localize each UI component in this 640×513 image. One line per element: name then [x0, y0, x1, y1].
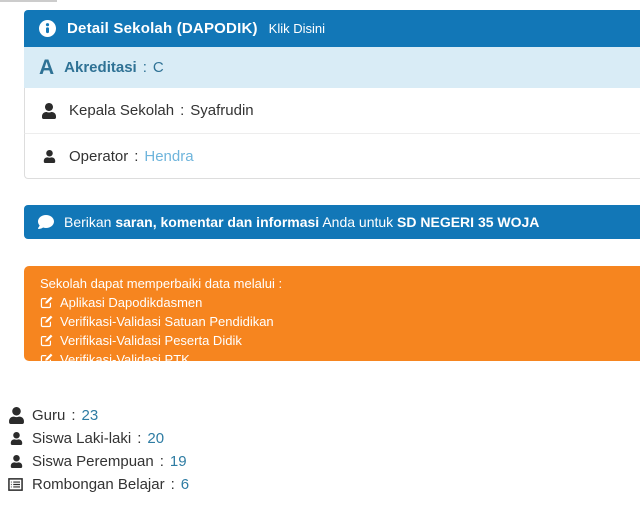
- feedback-text-prefix: Berikan: [64, 214, 116, 230]
- user-icon: [8, 432, 32, 445]
- feedback-text-bold: saran, komentar dan informasi: [115, 214, 320, 230]
- feedback-school-name: SD NEGERI 35 WOJA: [397, 214, 540, 230]
- improve-item-vervalsp[interactable]: [40, 312, 640, 331]
- improve-item-label: Verifikasi-Validasi Peserta Didik: [60, 333, 242, 348]
- stat-label: Guru: [32, 407, 66, 424]
- akreditasi-row: [24, 47, 640, 88]
- user-icon: [40, 150, 58, 163]
- improve-item-label: Verifikasi-Validasi PTK: [60, 352, 190, 367]
- operator-label: Operator: [69, 147, 129, 165]
- edit-icon: [40, 353, 53, 366]
- feedback-text-middle: Anda untuk: [319, 214, 398, 230]
- stat-label: Rombongan Belajar: [32, 476, 165, 493]
- edit-icon: [40, 315, 53, 328]
- improve-item-label: Aplikasi Dapodikdasmen: [60, 295, 203, 310]
- separator: :: [159, 453, 164, 470]
- feedback-bar[interactable]: [24, 205, 640, 239]
- detail-sekolah-header[interactable]: [24, 10, 640, 47]
- separator: :: [142, 59, 147, 76]
- improve-item-vervalptk[interactable]: [40, 350, 640, 369]
- stat-value: 20: [147, 430, 165, 447]
- stat-rombongan-belajar: [8, 473, 189, 496]
- separator: :: [180, 102, 185, 119]
- separator: :: [170, 476, 175, 493]
- separator: :: [134, 147, 139, 165]
- school-detail-panel: [24, 10, 640, 179]
- stat-value: 6: [180, 476, 190, 493]
- panel-title: Detail Sekolah (DAPODIK): [67, 20, 258, 37]
- stat-guru: [8, 404, 189, 427]
- list-icon: [8, 477, 32, 492]
- stat-siswa-laki: [8, 427, 189, 450]
- user-icon: [8, 455, 32, 468]
- kepala-sekolah-value: Syafrudin: [190, 102, 254, 119]
- kepala-sekolah-row: [24, 88, 640, 134]
- stat-label: Siswa Laki-laki: [32, 430, 132, 447]
- info-circle-icon: [39, 20, 56, 37]
- top-border-fragment: [0, 0, 57, 2]
- improve-box-title: Sekolah dapat memperbaiki data melalui :: [40, 276, 283, 291]
- akreditasi-label: Akreditasi: [64, 59, 137, 76]
- separator: :: [137, 430, 142, 447]
- letter-a-icon: A: [39, 56, 55, 79]
- stat-value: 19: [169, 453, 187, 470]
- school-stats-list: [8, 404, 189, 496]
- separator: :: [71, 407, 76, 424]
- improve-item-label: Verifikasi-Validasi Satuan Pendidikan: [60, 314, 274, 329]
- user-icon: [40, 103, 58, 119]
- user-icon: [8, 407, 32, 424]
- akreditasi-value: C: [152, 59, 164, 76]
- kepala-sekolah-label: Kepala Sekolah: [69, 102, 175, 119]
- panel-title-suffix: Klik Disini: [268, 21, 326, 36]
- operator-row: [24, 134, 640, 179]
- edit-icon: [40, 296, 53, 309]
- improve-item-vervalpd[interactable]: [40, 331, 640, 350]
- improve-data-box: [24, 266, 640, 367]
- stat-siswa-perempuan: [8, 450, 189, 473]
- edit-icon: [40, 334, 53, 347]
- improve-item-dapodikdasmen[interactable]: [40, 293, 640, 312]
- stat-label: Siswa Perempuan: [32, 453, 154, 470]
- comment-icon: [38, 214, 54, 230]
- operator-value-link[interactable]: Hendra: [144, 147, 194, 165]
- stat-value: 23: [81, 407, 99, 424]
